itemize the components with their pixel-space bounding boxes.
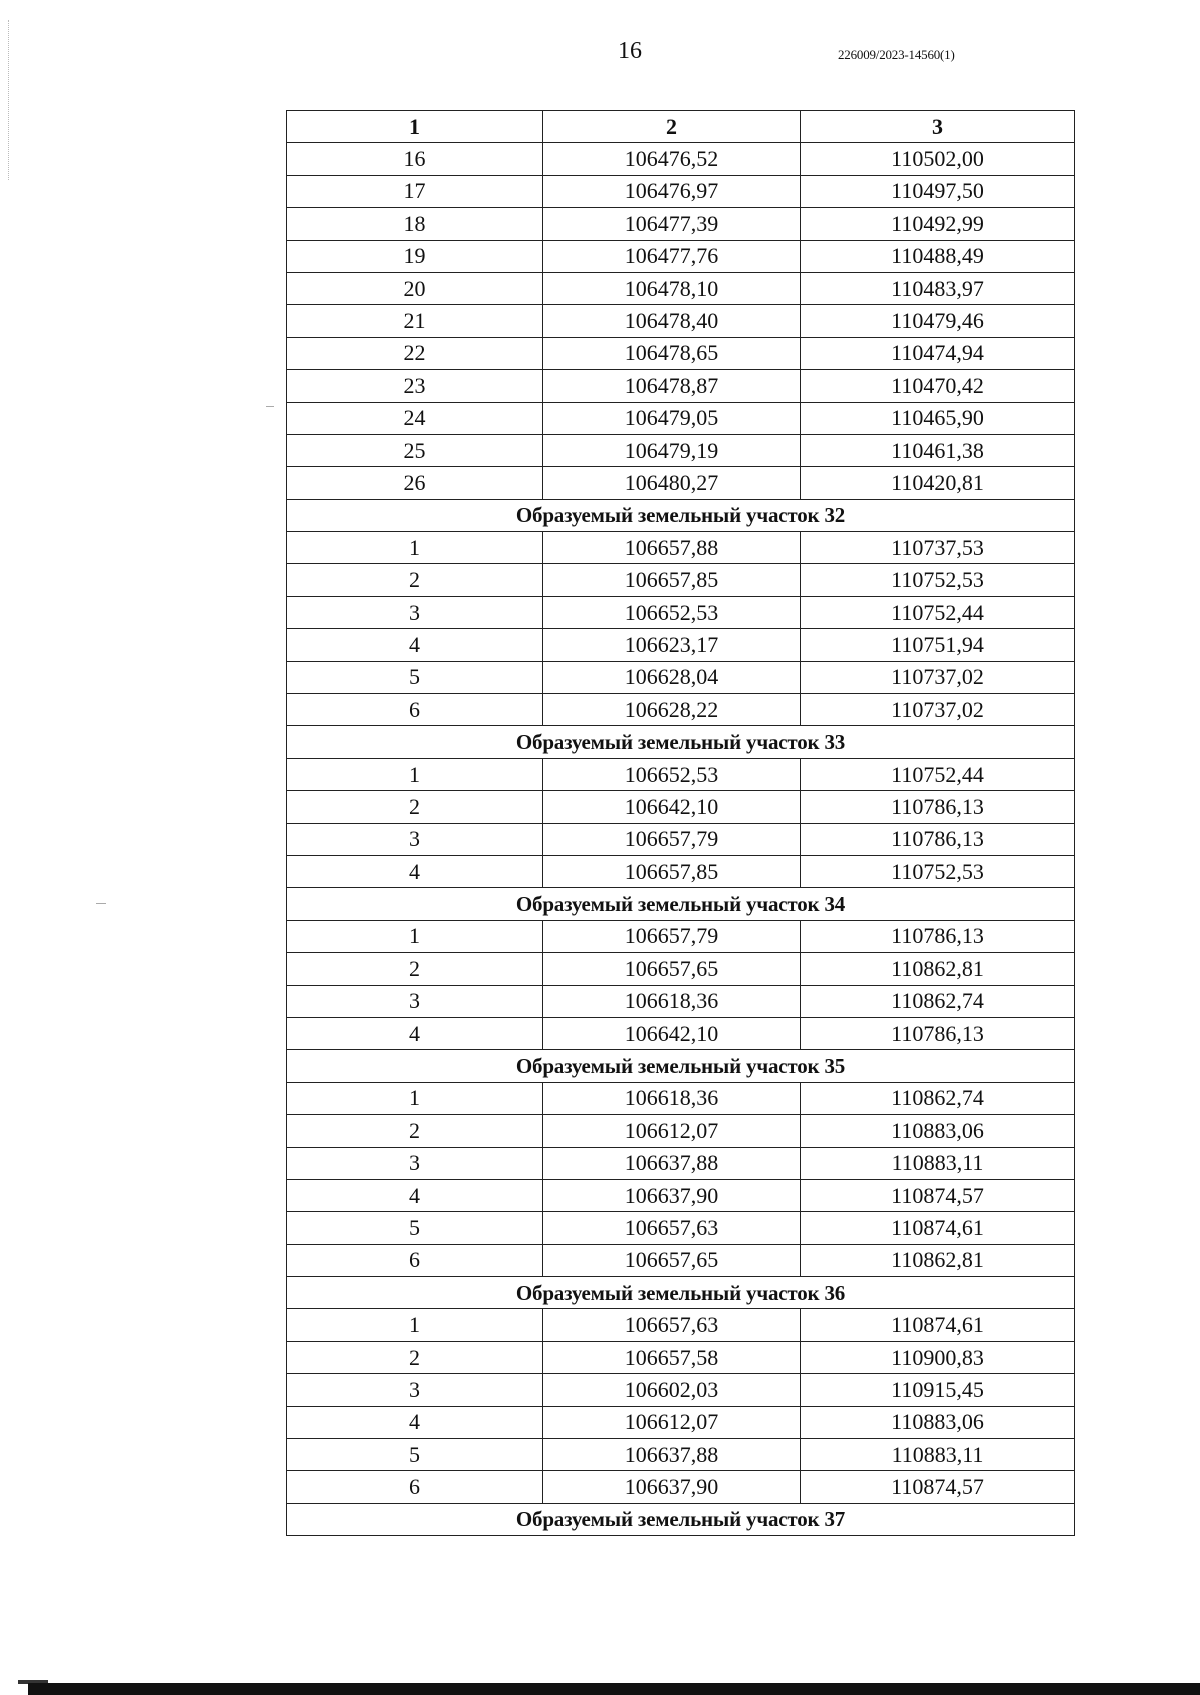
section-title: Образуемый земельный участок 34 <box>287 888 1075 920</box>
y-coordinate-cell: 110751,94 <box>801 629 1075 661</box>
point-number-cell: 4 <box>287 629 543 661</box>
point-number-cell: 4 <box>287 1017 543 1049</box>
y-coordinate-cell: 110786,13 <box>801 791 1075 823</box>
x-coordinate-cell: 106479,19 <box>543 434 801 466</box>
x-coordinate-cell: 106657,58 <box>543 1341 801 1373</box>
x-coordinate-cell: 106637,88 <box>543 1439 801 1471</box>
point-number-cell: 5 <box>287 1212 543 1244</box>
scan-mark <box>96 903 106 904</box>
y-coordinate-cell: 110497,50 <box>801 175 1075 207</box>
point-number-cell: 1 <box>287 1309 543 1341</box>
y-coordinate-cell: 110883,11 <box>801 1439 1075 1471</box>
point-number-cell: 18 <box>287 208 543 240</box>
y-coordinate-cell: 110470,42 <box>801 370 1075 402</box>
table-row <box>287 823 1075 855</box>
table-row <box>287 143 1075 175</box>
point-number-cell: 1 <box>287 920 543 952</box>
point-number-cell: 21 <box>287 305 543 337</box>
scan-edge-dots <box>8 20 10 180</box>
section-row <box>287 888 1075 920</box>
x-coordinate-cell: 106618,36 <box>543 985 801 1017</box>
table-body <box>287 143 1075 1536</box>
point-number-cell: 1 <box>287 758 543 790</box>
section-row <box>287 1503 1075 1535</box>
x-coordinate-cell: 106476,97 <box>543 175 801 207</box>
section-row <box>287 1050 1075 1082</box>
table-row <box>287 758 1075 790</box>
x-coordinate-cell: 106478,10 <box>543 272 801 304</box>
y-coordinate-cell: 110752,53 <box>801 855 1075 887</box>
table-row <box>287 370 1075 402</box>
x-coordinate-cell: 106637,90 <box>543 1179 801 1211</box>
scan-bottom-bar <box>28 1683 1200 1695</box>
table-row <box>287 1147 1075 1179</box>
point-number-cell: 4 <box>287 1406 543 1438</box>
y-coordinate-cell: 110737,02 <box>801 661 1075 693</box>
x-coordinate-cell: 106657,79 <box>543 823 801 855</box>
y-coordinate-cell: 110479,46 <box>801 305 1075 337</box>
point-number-cell: 1 <box>287 532 543 564</box>
x-coordinate-cell: 106657,85 <box>543 855 801 887</box>
y-coordinate-cell: 110488,49 <box>801 240 1075 272</box>
y-coordinate-cell: 110862,81 <box>801 953 1075 985</box>
x-coordinate-cell: 106628,22 <box>543 694 801 726</box>
coordinates-table <box>286 110 1075 1536</box>
x-coordinate-cell: 106479,05 <box>543 402 801 434</box>
point-number-cell: 23 <box>287 370 543 402</box>
point-number-cell: 6 <box>287 1244 543 1276</box>
y-coordinate-cell: 110420,81 <box>801 467 1075 499</box>
point-number-cell: 5 <box>287 1439 543 1471</box>
table-row <box>287 1406 1075 1438</box>
point-number-cell: 17 <box>287 175 543 207</box>
section-title: Образуемый земельный участок 32 <box>287 499 1075 531</box>
page-number: 16 <box>618 38 642 64</box>
y-coordinate-cell: 110915,45 <box>801 1374 1075 1406</box>
point-number-cell: 2 <box>287 1115 543 1147</box>
table-row <box>287 1341 1075 1373</box>
table-row <box>287 532 1075 564</box>
table-row <box>287 240 1075 272</box>
point-number-cell: 20 <box>287 272 543 304</box>
table-row <box>287 629 1075 661</box>
x-coordinate-cell: 106476,52 <box>543 143 801 175</box>
x-coordinate-cell: 106642,10 <box>543 1017 801 1049</box>
y-coordinate-cell: 110883,06 <box>801 1406 1075 1438</box>
x-coordinate-cell: 106637,90 <box>543 1471 801 1503</box>
point-number-cell: 25 <box>287 434 543 466</box>
y-coordinate-cell: 110862,74 <box>801 1082 1075 1114</box>
point-number-cell: 1 <box>287 1082 543 1114</box>
y-coordinate-cell: 110786,13 <box>801 920 1075 952</box>
table-header <box>287 111 1075 143</box>
point-number-cell: 4 <box>287 855 543 887</box>
table-row <box>287 855 1075 887</box>
point-number-cell: 22 <box>287 337 543 369</box>
y-coordinate-cell: 110461,38 <box>801 434 1075 466</box>
table-row <box>287 1017 1075 1049</box>
x-coordinate-cell: 106477,39 <box>543 208 801 240</box>
point-number-cell: 6 <box>287 1471 543 1503</box>
column-header-y: 3 <box>801 111 1075 143</box>
x-coordinate-cell: 106657,79 <box>543 920 801 952</box>
x-coordinate-cell: 106628,04 <box>543 661 801 693</box>
y-coordinate-cell: 110862,74 <box>801 985 1075 1017</box>
section-title: Образуемый земельный участок 33 <box>287 726 1075 758</box>
point-number-cell: 24 <box>287 402 543 434</box>
section-row <box>287 499 1075 531</box>
y-coordinate-cell: 110862,81 <box>801 1244 1075 1276</box>
x-coordinate-cell: 106478,65 <box>543 337 801 369</box>
section-title: Образуемый земельный участок 37 <box>287 1503 1075 1535</box>
table-row <box>287 953 1075 985</box>
y-coordinate-cell: 110752,44 <box>801 596 1075 628</box>
document-reference: 226009/2023-14560(1) <box>838 47 955 62</box>
point-number-cell: 6 <box>287 694 543 726</box>
y-coordinate-cell: 110874,61 <box>801 1212 1075 1244</box>
x-coordinate-cell: 106642,10 <box>543 791 801 823</box>
y-coordinate-cell: 110874,57 <box>801 1179 1075 1211</box>
table-row <box>287 791 1075 823</box>
y-coordinate-cell: 110502,00 <box>801 143 1075 175</box>
point-number-cell: 3 <box>287 985 543 1017</box>
header-row <box>287 111 1075 143</box>
table-row <box>287 1309 1075 1341</box>
table-row <box>287 337 1075 369</box>
x-coordinate-cell: 106623,17 <box>543 629 801 661</box>
y-coordinate-cell: 110883,11 <box>801 1147 1075 1179</box>
y-coordinate-cell: 110752,53 <box>801 564 1075 596</box>
section-row <box>287 726 1075 758</box>
point-number-cell: 5 <box>287 661 543 693</box>
table-row <box>287 1082 1075 1114</box>
x-coordinate-cell: 106652,53 <box>543 758 801 790</box>
table-row <box>287 467 1075 499</box>
y-coordinate-cell: 110900,83 <box>801 1341 1075 1373</box>
y-coordinate-cell: 110465,90 <box>801 402 1075 434</box>
point-number-cell: 3 <box>287 823 543 855</box>
x-coordinate-cell: 106478,40 <box>543 305 801 337</box>
x-coordinate-cell: 106602,03 <box>543 1374 801 1406</box>
y-coordinate-cell: 110786,13 <box>801 1017 1075 1049</box>
table-row <box>287 402 1075 434</box>
table-row <box>287 596 1075 628</box>
table-row <box>287 1471 1075 1503</box>
column-header-point: 1 <box>287 111 543 143</box>
y-coordinate-cell: 110883,06 <box>801 1115 1075 1147</box>
section-row <box>287 1277 1075 1309</box>
x-coordinate-cell: 106657,63 <box>543 1309 801 1341</box>
table-row <box>287 694 1075 726</box>
point-number-cell: 3 <box>287 1147 543 1179</box>
x-coordinate-cell: 106612,07 <box>543 1115 801 1147</box>
point-number-cell: 4 <box>287 1179 543 1211</box>
table-row <box>287 1244 1075 1276</box>
column-header-x: 2 <box>543 111 801 143</box>
table-row <box>287 920 1075 952</box>
y-coordinate-cell: 110483,97 <box>801 272 1075 304</box>
y-coordinate-cell: 110786,13 <box>801 823 1075 855</box>
y-coordinate-cell: 110752,44 <box>801 758 1075 790</box>
point-number-cell: 3 <box>287 1374 543 1406</box>
x-coordinate-cell: 106652,53 <box>543 596 801 628</box>
table-row <box>287 661 1075 693</box>
point-number-cell: 19 <box>287 240 543 272</box>
y-coordinate-cell: 110874,61 <box>801 1309 1075 1341</box>
x-coordinate-cell: 106657,63 <box>543 1212 801 1244</box>
x-coordinate-cell: 106480,27 <box>543 467 801 499</box>
x-coordinate-cell: 106657,88 <box>543 532 801 564</box>
table-row <box>287 1212 1075 1244</box>
x-coordinate-cell: 106477,76 <box>543 240 801 272</box>
point-number-cell: 26 <box>287 467 543 499</box>
y-coordinate-cell: 110492,99 <box>801 208 1075 240</box>
table-row <box>287 175 1075 207</box>
y-coordinate-cell: 110737,02 <box>801 694 1075 726</box>
table-row <box>287 985 1075 1017</box>
y-coordinate-cell: 110474,94 <box>801 337 1075 369</box>
x-coordinate-cell: 106637,88 <box>543 1147 801 1179</box>
y-coordinate-cell: 110737,53 <box>801 532 1075 564</box>
x-coordinate-cell: 106657,65 <box>543 953 801 985</box>
x-coordinate-cell: 106618,36 <box>543 1082 801 1114</box>
section-title: Образуемый земельный участок 35 <box>287 1050 1075 1082</box>
point-number-cell: 3 <box>287 596 543 628</box>
table-row <box>287 564 1075 596</box>
point-number-cell: 2 <box>287 564 543 596</box>
table-row <box>287 434 1075 466</box>
table-row <box>287 1439 1075 1471</box>
scan-mark <box>266 406 274 407</box>
table-row <box>287 208 1075 240</box>
y-coordinate-cell: 110874,57 <box>801 1471 1075 1503</box>
table-row <box>287 1374 1075 1406</box>
table-row <box>287 1115 1075 1147</box>
table-row <box>287 305 1075 337</box>
table-row <box>287 272 1075 304</box>
table-row <box>287 1179 1075 1211</box>
x-coordinate-cell: 106657,65 <box>543 1244 801 1276</box>
point-number-cell: 2 <box>287 1341 543 1373</box>
section-title: Образуемый земельный участок 36 <box>287 1277 1075 1309</box>
x-coordinate-cell: 106657,85 <box>543 564 801 596</box>
x-coordinate-cell: 106612,07 <box>543 1406 801 1438</box>
point-number-cell: 2 <box>287 953 543 985</box>
point-number-cell: 2 <box>287 791 543 823</box>
point-number-cell: 16 <box>287 143 543 175</box>
x-coordinate-cell: 106478,87 <box>543 370 801 402</box>
